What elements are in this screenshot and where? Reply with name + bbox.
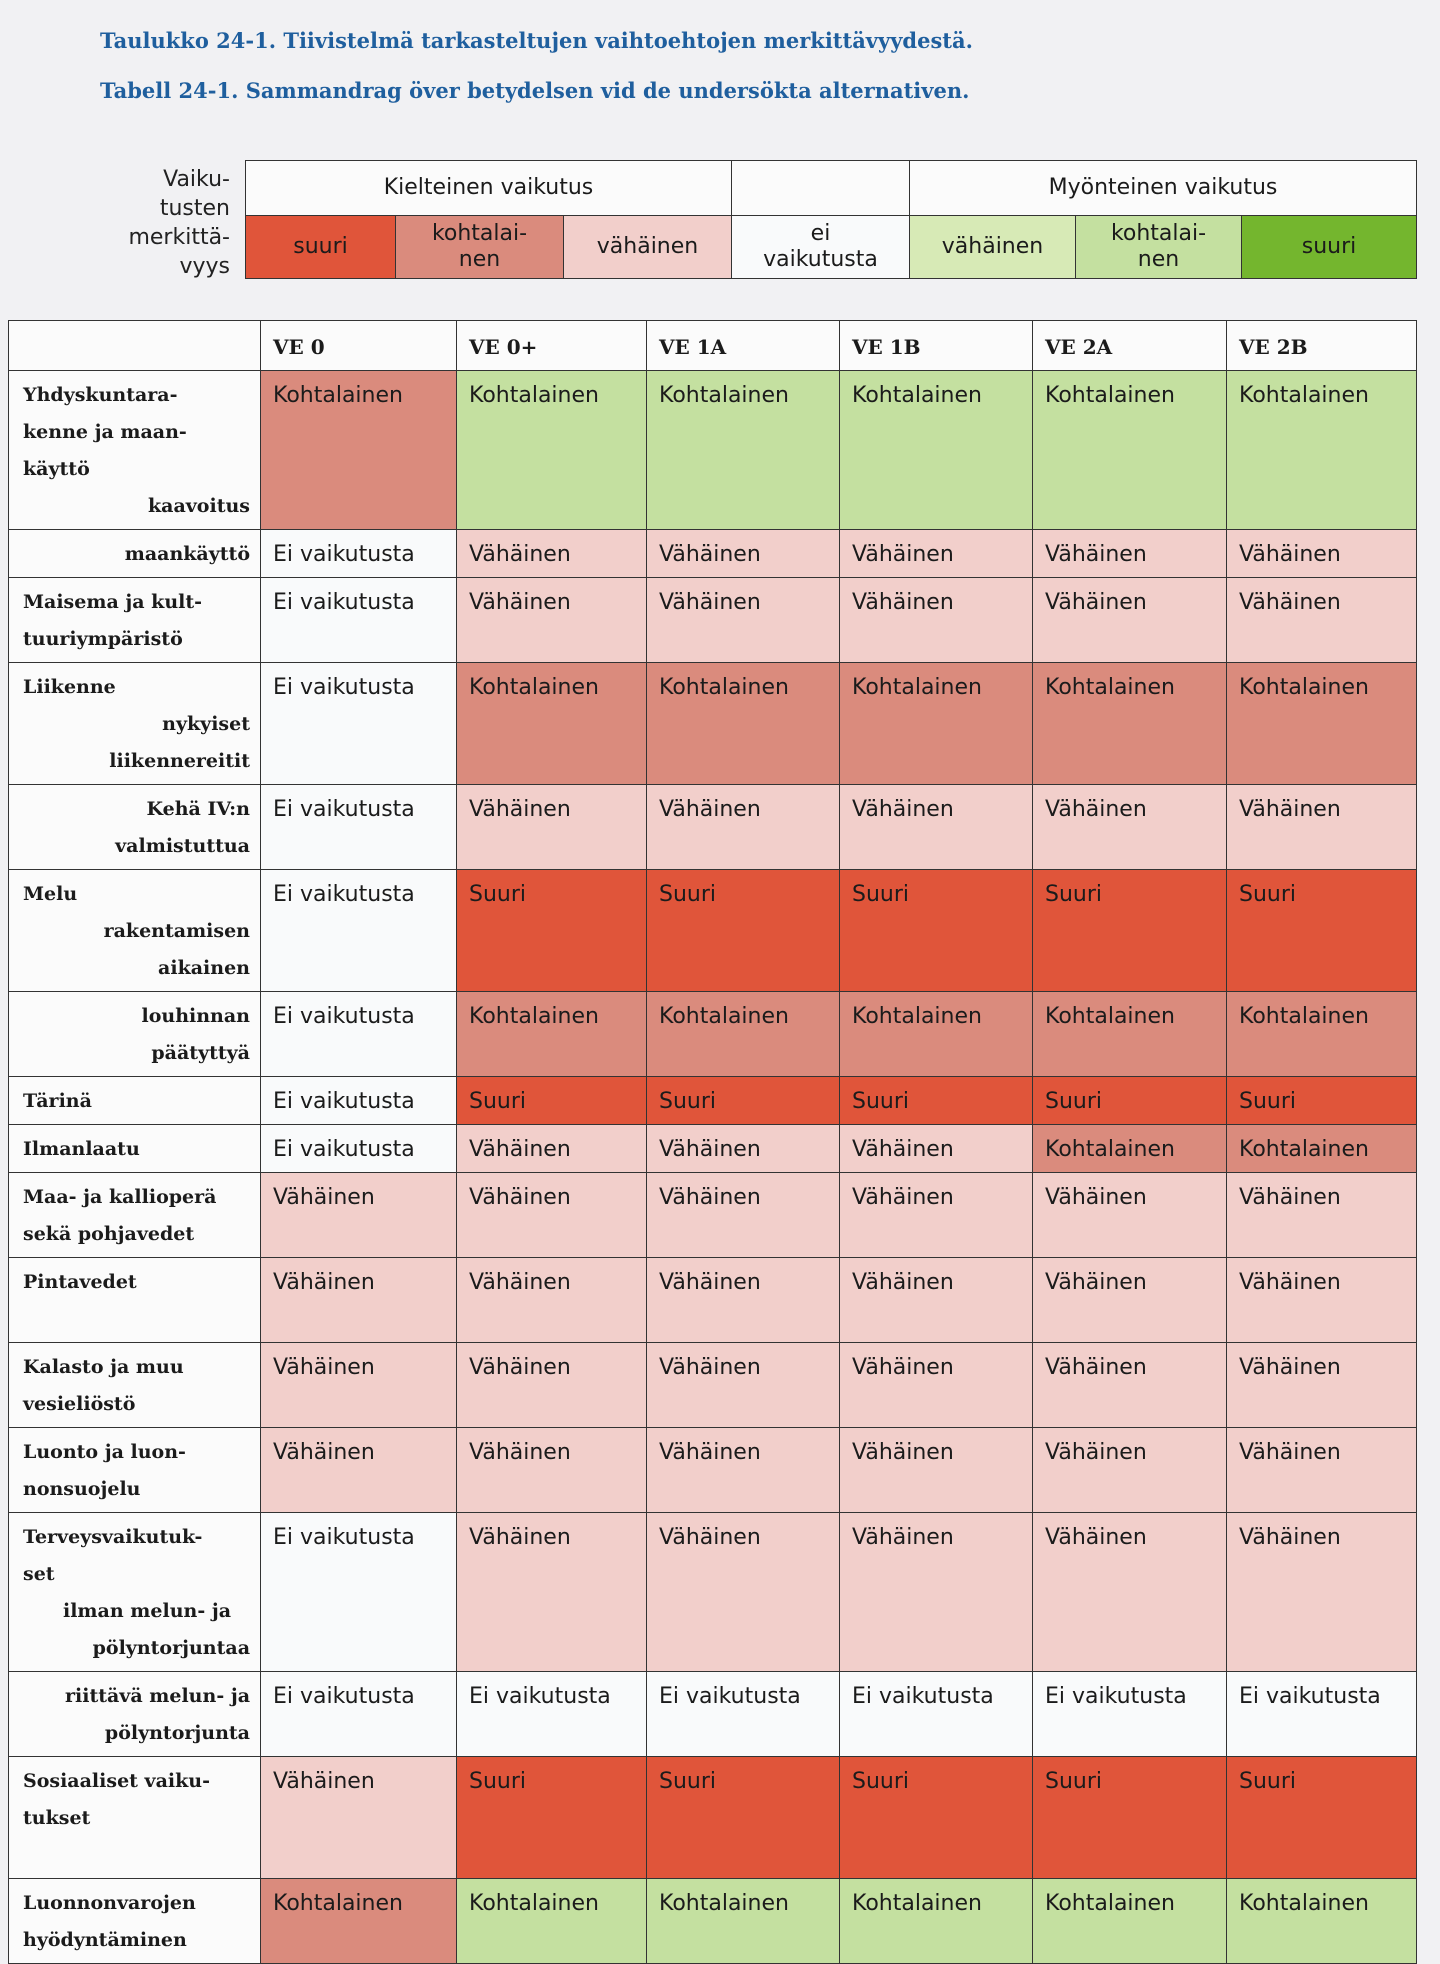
impact-cell: Kohtalainen <box>647 663 840 785</box>
row-label-line: Sosiaaliset vaiku- <box>23 1770 210 1792</box>
impact-cell: Vähäinen <box>647 578 840 663</box>
impact-cell: Vähäinen <box>457 1343 647 1428</box>
row-label-line: tuuriympäristö <box>23 628 183 650</box>
impact-cell: Ei vaikutusta <box>261 1077 457 1125</box>
impact-cell: Vähäinen <box>840 1125 1033 1173</box>
impact-cell: Kohtalainen <box>1033 663 1227 785</box>
row-label-line: Luonnonvarojen <box>23 1892 196 1914</box>
table-row <box>9 663 1417 785</box>
impact-cell: Vähäinen <box>457 1513 647 1672</box>
impact-cell: Ei vaikutusta <box>261 578 457 663</box>
table-row <box>9 1343 1417 1428</box>
impact-cell: Kohtalainen <box>1033 371 1227 530</box>
table-row <box>9 578 1417 663</box>
impact-cell: Vähäinen <box>261 1173 457 1258</box>
row-label-line: riittävä melun- ja <box>65 1685 250 1707</box>
row-label <box>9 1077 261 1125</box>
impact-cell: Vähäinen <box>840 578 1033 663</box>
impact-cell: Suuri <box>457 870 647 992</box>
impact-cell: Vähäinen <box>840 785 1033 870</box>
impact-cell: Vähäinen <box>457 1428 647 1513</box>
legend-swatch-ei-vaikutusta <box>732 216 910 279</box>
table-row <box>9 1077 1417 1125</box>
caption-swedish: Tabell 24-1. Sammandrag över betydelsen vid de undersökta alternativen. <box>100 78 970 103</box>
table-row <box>9 1513 1417 1672</box>
row-label <box>9 1672 261 1757</box>
column-header: VE 2B <box>1227 321 1417 371</box>
impact-cell: Suuri <box>457 1757 647 1879</box>
row-label-line: louhinnan <box>141 1005 250 1027</box>
legend-blank-header <box>732 161 910 216</box>
impact-cell: Vähäinen <box>840 1428 1033 1513</box>
impact-cell: Kohtalainen <box>1227 992 1417 1077</box>
column-header: VE 1B <box>840 321 1033 371</box>
impact-cell: Ei vaikutusta <box>261 530 457 578</box>
row-label-line: kenne ja maan- <box>23 421 187 443</box>
impact-cell: Kohtalainen <box>1227 1125 1417 1173</box>
impact-cell: Vähäinen <box>647 1125 840 1173</box>
legend-swatch-row <box>246 216 1417 279</box>
impact-cell: Suuri <box>1033 870 1227 992</box>
impact-cell: Vähäinen <box>457 785 647 870</box>
impact-cell: Ei vaikutusta <box>1227 1672 1417 1757</box>
impact-cell: Suuri <box>647 1757 840 1879</box>
legend-label-line: merkittä- <box>128 225 230 250</box>
column-header-row <box>9 321 1417 371</box>
row-label-line: kaavoitus <box>147 495 250 517</box>
impact-cell: Vähäinen <box>1227 530 1417 578</box>
legend-table <box>245 160 1417 279</box>
legend-swatch-suuri-positive <box>1242 216 1417 279</box>
column-header: VE 0+ <box>457 321 647 371</box>
impact-cell: Suuri <box>1227 1757 1417 1879</box>
impact-cell: Ei vaikutusta <box>261 1513 457 1672</box>
legend-swatch-text: nen <box>1137 247 1180 272</box>
row-label <box>9 1879 261 1964</box>
legend-label-line: vyys <box>179 254 230 279</box>
legend-swatch-text: suuri <box>293 234 348 259</box>
impact-cell: Kohtalainen <box>457 992 647 1077</box>
legend-swatch-vahainen-negative <box>564 216 732 279</box>
impact-cell: Vähäinen <box>647 530 840 578</box>
impact-cell: Vähäinen <box>1033 578 1227 663</box>
impact-cell: Vähäinen <box>647 1173 840 1258</box>
column-header: VE 1A <box>647 321 840 371</box>
impact-summary-table <box>8 320 1417 1964</box>
legend-negative-header: Kielteinen vaikutus <box>246 161 732 216</box>
impact-cell: Vähäinen <box>1227 1513 1417 1672</box>
impact-cell: Vähäinen <box>261 1343 457 1428</box>
row-label-line <box>23 1837 250 1874</box>
impact-cell: Vähäinen <box>840 1343 1033 1428</box>
impact-cell: Vähäinen <box>457 1125 647 1173</box>
row-label-line: Pintavedet <box>23 1271 137 1293</box>
impact-cell: Ei vaikutusta <box>261 992 457 1077</box>
impact-cell: Kohtalainen <box>457 1879 647 1964</box>
impact-cell: Vähäinen <box>1033 530 1227 578</box>
impact-cell: Kohtalainen <box>840 663 1033 785</box>
impact-cell: Vähäinen <box>647 785 840 870</box>
table-row <box>9 371 1417 530</box>
table-row <box>9 1125 1417 1173</box>
row-label <box>9 1343 261 1428</box>
column-header: VE 0 <box>261 321 457 371</box>
row-label-line: Melu <box>23 883 78 905</box>
table-row <box>9 992 1417 1077</box>
impact-cell: Suuri <box>457 1077 647 1125</box>
impact-cell: Vähäinen <box>1033 1428 1227 1513</box>
row-label-line: päätyttyä <box>151 1042 250 1064</box>
impact-cell: Vähäinen <box>1033 1343 1227 1428</box>
impact-cell: Vähäinen <box>647 1513 840 1672</box>
impact-cell: Kohtalainen <box>1033 1125 1227 1173</box>
legend-swatch-text: kohtalai- <box>431 221 528 246</box>
impact-cell: Vähäinen <box>840 1258 1033 1343</box>
impact-cell: Ei vaikutusta <box>261 870 457 992</box>
row-label-line: nonsuojelu <box>23 1478 141 1500</box>
impact-cell: Kohtalainen <box>1033 1879 1227 1964</box>
impact-cell: Kohtalainen <box>840 992 1033 1077</box>
impact-cell: Ei vaikutusta <box>1033 1672 1227 1757</box>
legend-swatch-kohtalainen-positive <box>1076 216 1242 279</box>
impact-cell: Vähäinen <box>261 1757 457 1879</box>
row-label-line: aikainen <box>158 957 250 979</box>
impact-cell: Kohtalainen <box>840 371 1033 530</box>
row-label-line: Terveysvaikutuk- <box>23 1526 203 1548</box>
row-label-line: Kalasto ja muu <box>23 1356 184 1378</box>
table-row <box>9 870 1417 992</box>
row-label-line: nykyiset <box>162 713 250 735</box>
caption-finnish: Taulukko 24-1. Tiivistelmä tarkasteltujen vaihtoehtojen merkittävyydestä. <box>100 28 973 53</box>
impact-cell: Kohtalainen <box>1227 1879 1417 1964</box>
legend-swatch-text: vähäinen <box>941 234 1044 259</box>
impact-cell: Ei vaikutusta <box>261 1672 457 1757</box>
impact-cell: Suuri <box>840 1757 1033 1879</box>
impact-cell: Vähäinen <box>840 530 1033 578</box>
table-row <box>9 785 1417 870</box>
corner-cell <box>9 321 261 371</box>
row-label-line: Yhdyskuntara- <box>23 384 178 406</box>
row-label <box>9 530 261 578</box>
impact-cell: Kohtalainen <box>261 1879 457 1964</box>
impact-cell: Ei vaikutusta <box>840 1672 1033 1757</box>
legend-swatch-text: vaikutusta <box>763 247 878 272</box>
impact-cell: Vähäinen <box>457 1173 647 1258</box>
impact-cell: Suuri <box>1033 1077 1227 1125</box>
table-row <box>9 1173 1417 1258</box>
row-label-line: pölyntorjunta <box>104 1722 250 1744</box>
column-header: VE 2A <box>1033 321 1227 371</box>
row-label-line: Liikenne <box>23 676 116 698</box>
impact-cell: Ei vaikutusta <box>261 1125 457 1173</box>
table-row <box>9 1879 1417 1964</box>
impact-cell: Suuri <box>840 1077 1033 1125</box>
impact-cell: Kohtalainen <box>1227 663 1417 785</box>
impact-cell: Vähäinen <box>1227 1428 1417 1513</box>
legend-swatch-suuri-negative <box>246 216 396 279</box>
table-captions <box>100 28 973 128</box>
row-label <box>9 870 261 992</box>
row-label <box>9 1258 261 1343</box>
row-label-line: Ilmanlaatu <box>23 1138 140 1160</box>
legend-swatch-text: suuri <box>1301 234 1357 259</box>
impact-cell: Suuri <box>647 870 840 992</box>
impact-cell: Ei vaikutusta <box>647 1672 840 1757</box>
impact-cell: Suuri <box>840 870 1033 992</box>
impact-cell: Vähäinen <box>1227 578 1417 663</box>
impact-cell: Kohtalainen <box>457 371 647 530</box>
row-label-line: sekä pohjavedet <box>23 1223 195 1245</box>
impact-cell: Vähäinen <box>647 1343 840 1428</box>
legend-swatch-text: kohtalai- <box>1110 221 1207 246</box>
impact-cell: Vähäinen <box>1227 785 1417 870</box>
impact-cell: Vähäinen <box>1033 1513 1227 1672</box>
row-label <box>9 578 261 663</box>
impact-cell: Kohtalainen <box>647 1879 840 1964</box>
impact-cell: Vähäinen <box>261 1258 457 1343</box>
impact-cell: Vähäinen <box>1227 1173 1417 1258</box>
legend-swatch-text: nen <box>458 247 501 272</box>
row-label-line: liikennereitit <box>109 750 250 772</box>
row-label-line: ilman melun- ja <box>63 1600 232 1622</box>
impact-cell: Vähäinen <box>1033 1258 1227 1343</box>
impact-cell: Kohtalainen <box>647 992 840 1077</box>
legend-positive-header: Myönteinen vaikutus <box>910 161 1417 216</box>
table-row <box>9 530 1417 578</box>
legend-swatch-text: ei <box>810 221 831 246</box>
row-label-line: rakentamisen <box>103 920 250 942</box>
impact-cell: Vähäinen <box>457 578 647 663</box>
impact-cell: Vähäinen <box>647 1258 840 1343</box>
impact-cell: Suuri <box>1227 1077 1417 1125</box>
row-label <box>9 1757 261 1879</box>
row-label <box>9 663 261 785</box>
impact-cell: Vähäinen <box>1033 1173 1227 1258</box>
row-label-line: pölyntorjuntaa <box>92 1637 250 1659</box>
table-body <box>9 371 1417 1964</box>
legend-label <box>100 165 230 281</box>
impact-cell: Vähäinen <box>647 1428 840 1513</box>
impact-cell: Ei vaikutusta <box>457 1672 647 1757</box>
impact-cell: Suuri <box>647 1077 840 1125</box>
impact-cell: Kohtalainen <box>457 663 647 785</box>
impact-cell: Vähäinen <box>457 530 647 578</box>
row-label-line: Maisema ja kult- <box>23 591 203 613</box>
row-label-line: käyttö <box>23 458 90 480</box>
legend-swatch-text: vähäinen <box>596 234 699 259</box>
legend-label-line: Vaiku- <box>163 167 230 192</box>
row-label-line: Luonto ja luon- <box>23 1441 186 1463</box>
impact-cell: Vähäinen <box>1227 1343 1417 1428</box>
row-label-line: maankäyttö <box>124 543 250 565</box>
row-label-line: set <box>23 1563 55 1585</box>
table-row <box>9 1428 1417 1513</box>
row-label <box>9 1428 261 1513</box>
impact-cell: Kohtalainen <box>840 1879 1033 1964</box>
impact-cell: Kohtalainen <box>1227 371 1417 530</box>
impact-cell: Kohtalainen <box>261 371 457 530</box>
impact-cell: Ei vaikutusta <box>261 663 457 785</box>
row-label-line: valmistuttua <box>115 835 250 857</box>
table-row <box>9 1757 1417 1879</box>
row-label <box>9 371 261 530</box>
impact-cell: Vähäinen <box>1033 785 1227 870</box>
impact-cell: Vähäinen <box>840 1173 1033 1258</box>
row-label-line: tukset <box>23 1807 91 1829</box>
impact-cell: Ei vaikutusta <box>261 785 457 870</box>
table-row <box>9 1672 1417 1757</box>
row-label <box>9 785 261 870</box>
impact-cell: Suuri <box>1033 1757 1227 1879</box>
row-label-line: Kehä IV:n <box>146 798 250 820</box>
impact-cell: Vähäinen <box>261 1428 457 1513</box>
row-label-line: hyödyntäminen <box>23 1929 187 1951</box>
row-label-line: Maa- ja kallioperä <box>23 1186 217 1208</box>
row-label <box>9 992 261 1077</box>
impact-cell: Kohtalainen <box>1033 992 1227 1077</box>
legend-swatch-vahainen-positive <box>910 216 1076 279</box>
table-row <box>9 1258 1417 1343</box>
row-label <box>9 1173 261 1258</box>
row-label-line <box>23 1301 250 1338</box>
impact-cell: Suuri <box>1227 870 1417 992</box>
impact-cell: Vähäinen <box>1227 1258 1417 1343</box>
impact-cell: Vähäinen <box>457 1258 647 1343</box>
legend-swatch-kohtalainen-negative <box>396 216 564 279</box>
row-label <box>9 1513 261 1672</box>
row-label-line: vesieliöstö <box>23 1393 136 1415</box>
row-label-line: Tärinä <box>23 1090 92 1112</box>
impact-cell: Kohtalainen <box>647 371 840 530</box>
legend-label-line: tusten <box>159 196 230 221</box>
row-label <box>9 1125 261 1173</box>
impact-cell: Vähäinen <box>840 1513 1033 1672</box>
